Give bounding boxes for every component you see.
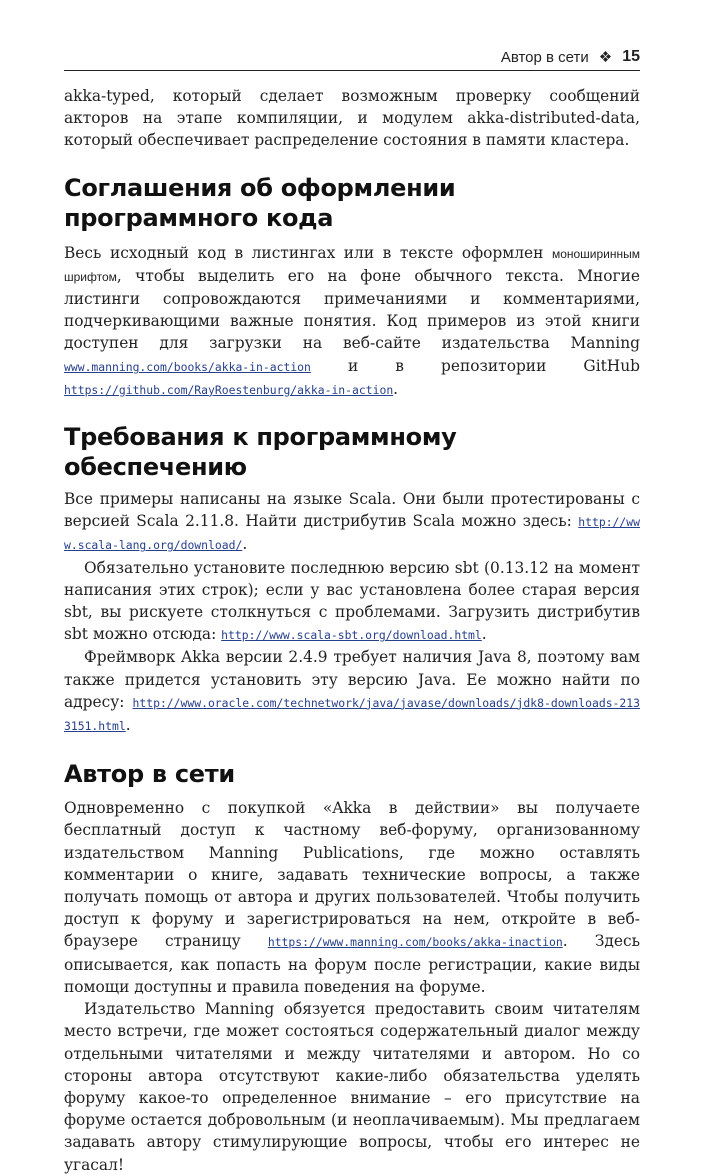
running-header-title: Автор в сети <box>500 48 589 66</box>
java-download-link[interactable]: http://www.oracle.com/technetwork/java/javase/downloads/jdk8-downloads-2133151.html <box>64 695 640 734</box>
conventions-paragraph <box>64 242 640 401</box>
requirements-paragraph-3 <box>64 646 640 737</box>
conventions-text-a: Весь исходный код в листингах или в тексте оформлен <box>64 243 552 262</box>
manning-forum-link[interactable]: https://www.manning.com/books/akka-inaction <box>267 935 563 950</box>
running-header <box>64 46 640 71</box>
monospace-sample: моноширинным шрифтом <box>64 246 640 284</box>
conventions-text-c: и в репозитории GitHub <box>310 356 640 375</box>
running-header-content <box>501 48 640 66</box>
requirements-text-3a: Фреймворк Akka версии 2.4.9 требует наличия Java 8, поэтому вам также придется установить эту версию Java. Ее можно найти по адресу: <box>64 648 640 711</box>
github-repo-link[interactable]: https://github.com/RayRoestenburg/akka-in-action <box>64 382 394 397</box>
heading-code-conventions: Соглашения об оформлении программного кода <box>64 173 456 232</box>
author-online-text-1a: Одновременно с покупкой «Akka в действии» вы получаете бесплатный доступ к частному веб-форуму, организованному издательством Manning Publications, где можно оставлять комментарии о книге, задавать технические вопросы, а также получать помощь от автора и других пользователей. Чтобы получить доступ к форуму и зарегистрироваться на нем, откройте в веб-браузере страницу <box>64 799 640 951</box>
heading-software-requirements: Требования к программному обеспечению <box>64 423 457 482</box>
requirements-text-1a: Все примеры написаны на языке Scala. Они были протестированы с версией Scala 2.11.8. Найти дистрибутив Scala можно здесь: <box>64 490 640 531</box>
manning-book-link[interactable]: www.manning.com/books/akka-in-action <box>64 359 311 374</box>
page-number: 15 <box>622 48 640 65</box>
author-online-paragraph-1 <box>64 797 640 998</box>
requirements-text-3b: . <box>125 716 131 735</box>
author-online-text-1b: . Здесь описывается, как попасть на форум после регистрации, какие виды помощи доступны и правила поведения на форуме. <box>64 932 640 996</box>
heading-author-online: Автор в сети <box>64 760 235 789</box>
conventions-text-b: , чтобы выделить его на фоне обычного текста. Многие листинги сопровождаются примечаниями и комментариями, подчеркивающими важные понятия. Код примеров из этой книги доступен для загрузки на веб-сайте издательства Manning <box>64 266 640 353</box>
scala-download-link[interactable]: http://www.scala-lang.org/download/ <box>64 515 640 553</box>
conventions-text-d: . <box>393 379 399 398</box>
page-body <box>64 85 640 1176</box>
requirements-text-2b: . <box>481 625 487 644</box>
requirements-paragraph-2 <box>64 557 640 647</box>
ornament-icon: ❖ <box>598 49 613 66</box>
author-online-paragraph-2: Издательство Manning обязуется предоставить своим читателям место встречи, где может состояться содержательный диалог между отдельными читателями и между читателями и автором. Но со стороны автора отсутствуют какие-либо обязательства уделять форуму какое-то определенное внимание – его присутствие на форуме остается добровольным (и неоплачиваемым). Мы предлагаем задавать автору стимулирующие вопросы, чтобы его интерес не угасал! <box>64 1000 640 1174</box>
requirements-paragraph-1 <box>64 488 640 557</box>
sbt-download-link[interactable]: http://www.scala-sbt.org/download.html <box>221 628 482 643</box>
intro-paragraph: akka-typed, который сделает возможным проверку сообщений акторов на этапе компиляции, и модулем akka-distributed-data, который обеспечивает распределение состояния в памяти кластера. <box>64 87 640 150</box>
requirements-text-2a: Обязательно установите последнюю версию sbt (0.13.12 на момент написания этих строк); если у вас установлена более старая версия sbt, вы рискуете столкнуться с проблемами. Загрузить дистрибутив sbt можно отсюда: <box>64 558 640 644</box>
requirements-text-1b: . <box>242 535 248 554</box>
